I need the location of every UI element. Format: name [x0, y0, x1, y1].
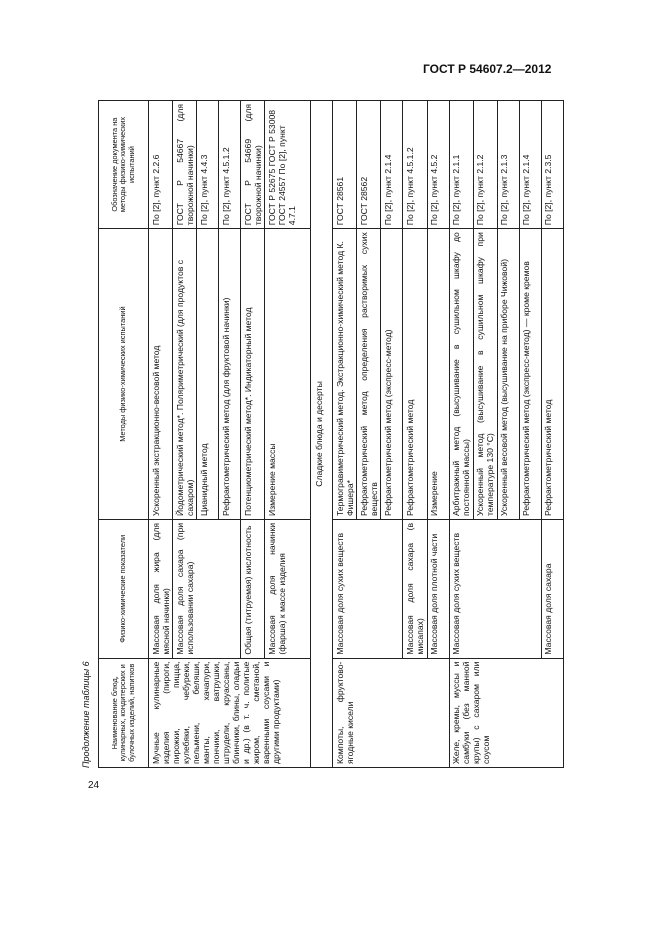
method-cell: Рефрактометрический метод (экспресс-метод) — кроме кремов [519, 229, 541, 520]
method-cell: Ускоренный метод (высушивание в сушильном шкафу при температуре 130 °С) [473, 229, 497, 520]
page-number: 24 [88, 780, 100, 791]
indicator-cell: Массовая доля сухих веществ [333, 519, 403, 658]
method-cell: Рефрактометрический метод [541, 229, 563, 520]
method-cell: Рефрактометрический метод определения растворимых сухих веществ [357, 229, 381, 520]
document-cell: ГОСТ Р 54669 (для творожной начинки) [241, 101, 265, 229]
table-row [333, 101, 357, 768]
table-caption: Продолжение таблицы 6 [81, 661, 91, 768]
document-cell: ГОСТ 28562 [357, 101, 381, 229]
page-header: ГОСТ Р 54607.2—2012 [423, 62, 552, 76]
section-row [311, 101, 333, 768]
table-header-row [99, 101, 149, 768]
document-cell: По [2], пункт 2.1.1 [449, 101, 473, 229]
method-cell: Цианидный метод [197, 229, 219, 520]
indicator-cell: Массовая доля начинки (фарша) к массе изделия [265, 519, 311, 658]
product-cell: Желе, кремы, муссы и самбуки (без манной крупы) с сахаром или соусом [449, 658, 563, 767]
method-cell: Потенциометрический метод*. Индикаторный метод [241, 229, 265, 520]
document-cell: По [2], пункт 2.1.4 [519, 101, 541, 229]
methods-table [98, 100, 564, 768]
table-row [449, 101, 473, 768]
document-cell: По [2], пункт 4.5.1.2 [219, 101, 241, 229]
indicator-cell: Массовая доля плотной части [427, 519, 449, 658]
method-cell: Термогравиметрический метод. Экстракционно-химический метод К. Фишера* [333, 229, 357, 520]
document-cell: По [2], пункт 4.5.1.2 [403, 101, 427, 229]
indicator-cell: Массовая доля сахара (при использовании сахара) [173, 519, 241, 658]
indicator-cell: Массовая доля сахара (в мисапах) [403, 519, 427, 658]
document-cell: ГОСТ Р 52675 ГОСТ Р 53008 ГОСТ 24557 По [2], пункт 4.7.1 [265, 101, 311, 229]
document-cell: По [2], пункт 2.2.6 [149, 101, 173, 229]
document-cell: ГОСТ Р 54667 (для творожной начинки) [173, 101, 197, 229]
method-cell: Йодометрический метод*. Поляриметрический (для продуктов с сахаром) [173, 229, 197, 520]
method-cell: Рефрактометрический метод (экспресс-метод) [381, 229, 403, 520]
section-title: Сладкие блюда и десерты [311, 101, 333, 768]
method-cell: Измерение [427, 229, 449, 520]
indicator-cell: Массовая доля сахара [541, 519, 563, 658]
method-cell: Рефрактометрический метод (для фруктовой начинки) [219, 229, 241, 520]
method-cell: Рефрактометрический метод [403, 229, 427, 520]
document-cell: По [2], пункт 2.1.2 [473, 101, 497, 229]
document-cell: По [2], пункт 4.4.3 [197, 101, 219, 229]
document-cell: По [2], пункт 4.5.2 [427, 101, 449, 229]
document-cell: ГОСТ 28561 [333, 101, 357, 229]
indicator-cell: Массовая доля сухих веществ [449, 519, 541, 658]
method-cell: Арбитражный метод (высушивание в сушильном шкафу до постоянной массы) [449, 229, 473, 520]
column-header: Физико-химические показатели [99, 519, 149, 658]
indicator-cell: Массовая доля жира (для мясной начинки) [149, 519, 173, 658]
document-cell: По [2], пункт 2.3.5 [541, 101, 563, 229]
document-cell: По [2], пункт 2.1.3 [497, 101, 519, 229]
method-cell: Измерение массы [265, 229, 311, 520]
document-cell: По [2], пункт 2.1.4 [381, 101, 403, 229]
indicator-cell: Общая (титруемая) кислотность [241, 519, 265, 658]
column-header: Методы физико-химических испытаний [99, 229, 149, 520]
column-header: Обозначение документа на методы физико-химических испытаний [99, 101, 149, 229]
product-cell: Компоты, фруктово-ягодные кисели [333, 658, 449, 767]
table-row [149, 101, 173, 768]
method-cell: Ускоренный весовой метод (высушивание на приборе Чижовой) [497, 229, 519, 520]
column-header: Наименование блюд, кулинарных, кондитерских и булочных изделий, напитков [99, 658, 149, 767]
product-cell: Мучные кулинарные изделия (пироги, пирожки, пицца, кулебяки, чебуреки, пельмени, беляши, манты, хачапури, пончики, ватрушки, штрудели, круассаны, блинчики, блины, оладьи и др.) (в т. ч. политые жиром, сметаной, варенными соусами и другими продуктами) [149, 658, 311, 767]
method-cell: Ускоренный экстракционно-весовой метод [149, 229, 173, 520]
rotated-table-block [81, 100, 597, 768]
